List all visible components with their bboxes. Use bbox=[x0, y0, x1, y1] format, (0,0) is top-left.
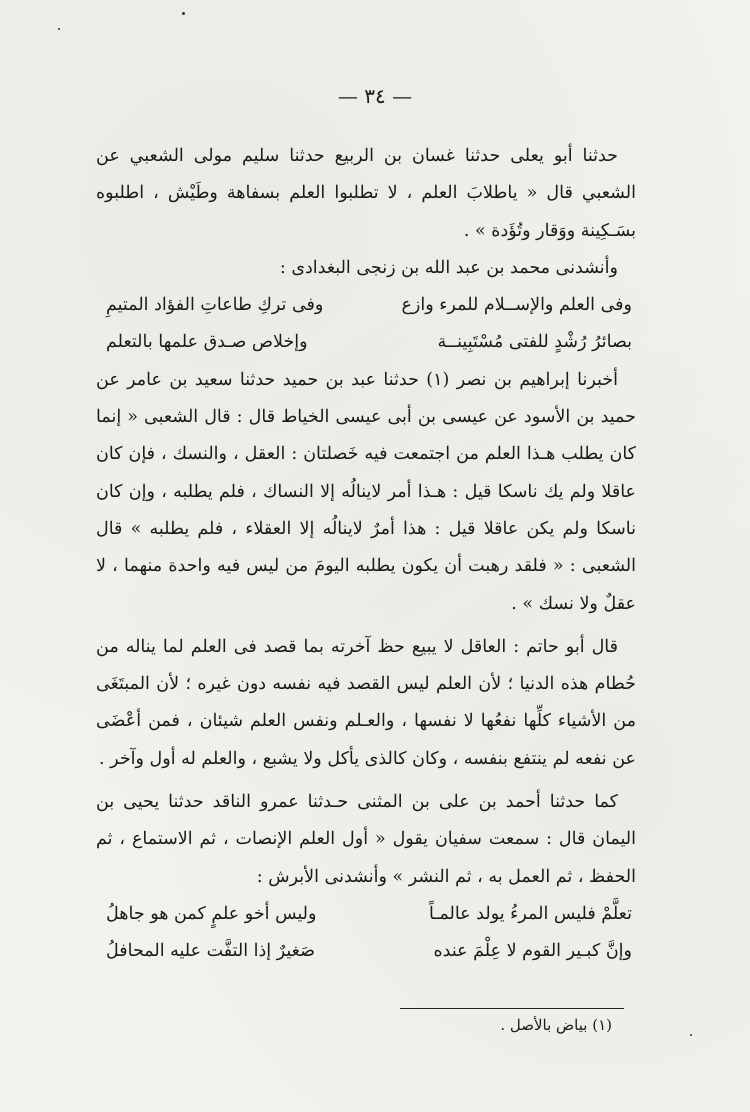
paragraph-poem-intro: وأنشدنى محمد بن عبد الله بن زنجى البغدادى : bbox=[279, 257, 618, 278]
verse-line bbox=[96, 933, 636, 970]
paragraph-abu-hatim: قال أبو حاتم : العاقل لا يبيع حظ آخرته بما قصد فى العلم لما يناله من حُطام هذه الدنيا ؛ لأن العلم ليس القصد فيه نفسه دون غيره ؛ لأن المبتَغَى من الأشياء كلِّها نفعُها لا نفسها ، والعـلم ونفس العلم شيئان ، فمن أعْضَى عن نفعه لم ينتفع بنفسه ، وكان كالذى يأكل ولا يشبع ، والعلم له أول وآخر . bbox=[96, 636, 636, 769]
verse-line bbox=[96, 896, 636, 933]
verse-second-hemistich: صَغيرٌ إذا التفَّت عليه المحافلُ bbox=[106, 941, 315, 962]
verse-first-hemistich: بصائرُ رُشْدٍ للفتى مُسْتَبِينــة bbox=[437, 332, 632, 353]
verse-second-hemistich: وفى تركِ طاعاتِ الفؤاد المتيمِ bbox=[106, 295, 324, 316]
footnote-divider bbox=[400, 1008, 624, 1009]
paragraph-hadith-shabi: حدثنا أبو يعلى حدثنا غسان بن الربيع حدثنا سليم مولى الشعبي عن الشعبي قال « ياطلابَ العلم ، لا تطلبوا العلم بسفاهة وطَيْش ، اطلبوه بسَـكِينة ووَقار وتُؤَدة » . bbox=[96, 146, 636, 241]
scan-speck bbox=[690, 1034, 692, 1036]
verse-line bbox=[96, 324, 636, 361]
verse-second-hemistich: وليس أخو علمٍ كمن هو جاهلُ bbox=[106, 903, 317, 924]
paragraph-sufyan: كما حدثنا أحمد بن على بن المثنى حـدثنا عمرو الناقد حدثنا يحيى بن اليمان قال : سمعت سفيان يقول « أول العلم الإنصات ، ثم الاستماع ، ثم الحفظ ، ثم العمل به ، ثم النشر » وأنشدنى الأبرش : bbox=[96, 792, 636, 887]
paragraph-ibrahim-nasr: أخبرنا إبراهيم بن نصر (١) حدثنا عبد بن حميد حدثنا سعيد بن عامر عن حميد بن الأسود عن عيسى بن أبى عيسى الخياط قال : قال الشعبى « إنما كان يطلب هـذا العلم من اجتمعت فيه خَصلتان : العقل ، والنسك ، فإن كان عاقلا ولم يك ناسكا قيل : هـذا أمر لاينالُه إلا النساك ، فلم يطلبه ، وإن كان ناسكا ولم يكن عاقلا قيل : هذا أمرٌ لاينالُه إلا العقلاء ، فلم يطلبه » قال الشعبى : « فلقد رهبت أن يكون يطلبه اليومَ من ليس فيه واحدة منهما ، لا عقلٌ ولا نسك » . bbox=[96, 369, 636, 614]
verse-line bbox=[96, 287, 636, 324]
footnote: (١) بياض بالأصل . bbox=[500, 1016, 612, 1034]
page-number: — ٣٤ — bbox=[337, 84, 413, 108]
verse-second-hemistich: وإخلاص صـدق علمها بالتعلم bbox=[106, 332, 308, 353]
verse-first-hemistich: وإنَّ كبـير القوم لا عِلْمَ عنده bbox=[433, 941, 632, 962]
verse-first-hemistich: وفى العلم والإســلام للمرء وازع bbox=[401, 295, 632, 316]
body-text bbox=[96, 138, 636, 971]
verse-first-hemistich: تعلَّمْ فليس المرءُ يولد عالمـاً bbox=[428, 903, 632, 924]
scan-speck bbox=[58, 28, 60, 30]
scan-speck bbox=[182, 12, 185, 15]
